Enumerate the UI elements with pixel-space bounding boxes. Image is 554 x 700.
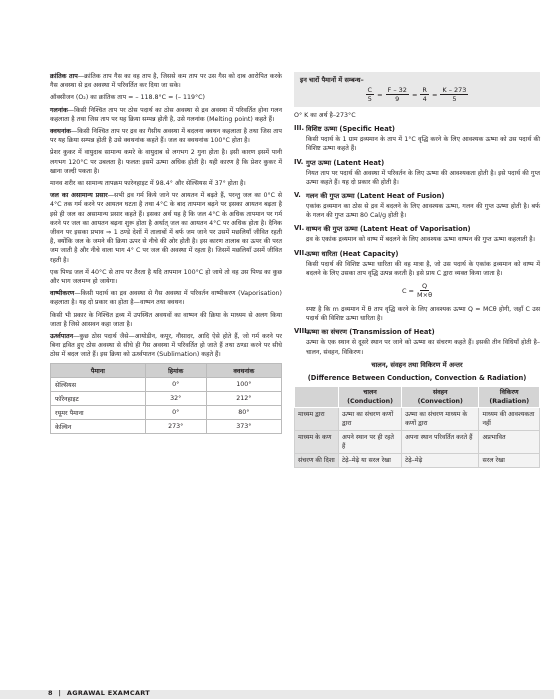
table-header-cell <box>402 386 479 407</box>
heat-capacity-formula <box>294 282 540 299</box>
table-header-cell <box>479 386 540 407</box>
table-cell: माध्यम की आवश्यकता नहीं <box>479 407 540 430</box>
section-heading <box>294 124 540 133</box>
page-number: 8 <box>48 689 53 697</box>
melting-point-text: —किसी निश्चित ताप पर ठोस पदार्थ का ठोस अवस्था से द्रव अवस्था में परिवर्तित होना गलन कहलाता है तथा जिस ताप पर यह क्रिया सम्पन्न होती है, उसे गलनांक (Melting point) कहते हैं। <box>50 106 282 123</box>
critical-temp-term: क्रांतिक ताप <box>50 73 78 80</box>
section-number: IV. <box>294 157 304 166</box>
table-cell: 0° <box>145 405 206 419</box>
vaporisation-term: वाष्पीकरण <box>50 290 75 298</box>
sublimation-paragraph <box>50 332 282 360</box>
section-title: ऊष्मा धारिता (Heat Capacity) <box>306 249 399 258</box>
equals-sign: = <box>377 90 383 99</box>
header-english: (Convection) <box>417 397 463 405</box>
table-cell: ऊष्मा का संचरण कणों द्वारा <box>339 407 402 430</box>
latent-heat-vaporisation-text: द्रव के एकांक द्रव्यमान को वाष्प में बदलने के लिए आवश्यक ऊष्मा वाष्पन की गुप्त ऊष्मा कहलाती है। <box>306 236 535 244</box>
header-hindi: संवहन <box>432 388 448 396</box>
heat-capacity-text: किसी पदार्थ की विशिष्ट ऊष्मा धारिता की वह मात्रा है, जो उस पदार्थ के एकांक द्रव्यमान को वाष्प में बदलने के लिए उसका ताप वृद्धि उत्पन्न करती है। इसे प्राय C द्वारा व्यक्त किया जाता है। <box>306 260 540 277</box>
header-hindi: चालन <box>363 388 377 396</box>
heat-capacity-explanation: स्पष्ट है कि m द्रव्यमान में θ ताप वृद्धि करने के लिए आवश्यक ऊष्मा Q = MCθ होगी, जहाँ C उस पदार्थ की विशिष्ट ऊष्मा धारिता है। <box>306 306 540 323</box>
section-number: VIII. <box>294 327 310 336</box>
table-cell: अपना स्थान परिवर्तित करते हैं <box>402 430 479 453</box>
numerator: C <box>367 86 373 94</box>
section-heading <box>294 249 540 258</box>
formula-lhs: C = <box>401 286 415 295</box>
table-cell: सरल रेखा <box>479 453 540 467</box>
latent-heat-text: नियत ताप पर पदार्थ की अवस्था में परिवर्तन के लिए ऊष्मा की आवश्यकता होती है। इसे पदार्थ की गुप्त ऊष्मा कहते हैं। यह दो प्रकार की होती है। <box>306 169 540 186</box>
table-row <box>295 453 540 467</box>
vaporisation-text: —किसी पदार्थ का द्रव अवस्था से गैस अवस्था में परिवर्तन वाष्पीकरण (Vaporisation) कहलाता है। यह दो प्रकार का होता है—वाष्पन तथा क्वथन। <box>50 290 282 307</box>
sublimation-term: ऊर्ध्वपातन <box>50 333 74 341</box>
fraction <box>420 86 429 103</box>
section-heading <box>294 191 540 200</box>
section-title: गलन की गुप्त ऊष्मा (Latent Heat of Fusion) <box>306 192 445 201</box>
row-label: माध्यम द्वारा <box>295 407 339 430</box>
table-header-row <box>51 363 282 377</box>
header-english: (Radiation) <box>489 397 530 405</box>
table-cell: 100° <box>206 377 281 391</box>
section-heading <box>294 224 540 233</box>
header-english: (Conduction) <box>347 397 393 405</box>
oxygen-critical-temp: ऑक्सीजन (O₂) का क्रांतिक ताप = – 118.8°C = (– 119°C) <box>50 94 205 102</box>
footer-text <box>48 689 150 697</box>
section-number: VI. <box>294 224 305 233</box>
row-label: संचरण की दिशा <box>295 453 339 467</box>
kelvin-note: O° K का अर्थ है–273°C <box>294 112 356 119</box>
denominator: 4 <box>422 95 427 103</box>
table-cell: 373° <box>206 419 281 433</box>
left-column <box>50 72 282 434</box>
table-cell: टेढ़े–मेढ़े <box>402 453 479 467</box>
comparison-table-title: चालन, संवहन तथा विकिरण में अन्तर <box>371 360 463 369</box>
distillation-paragraph: किसी भी प्रकार के निश्चित द्रव्य में उपस्थित अवयवों का वाष्पन की क्रिया के माध्यम से अलग किया जाता है जिसे आसवन कहा जाता है। <box>50 311 282 328</box>
table-cell: फॉरेनहाइट <box>51 391 146 405</box>
temperature-scales-table <box>50 363 282 434</box>
table-cell: 0° <box>145 377 206 391</box>
floating-body-paragraph: एक पिण्ड जल में 40°C से ताप पर तैरता है यदि तापमान 100°C हो जाये तो वह उस पिण्ड का कुछ और भाग जलमग्न हो जायेगा। <box>50 268 282 286</box>
table-row <box>51 419 282 433</box>
comparison-table-subtitle: (Difference Between Conduction, Convection & Radiation) <box>307 373 527 382</box>
numerator: K – 273 <box>442 86 467 94</box>
body-temp-paragraph: मानव शरीर का सामान्य तापक्रम फारेनहाइट में 98.4° और सेल्सियस में 37° होता है। <box>50 180 246 188</box>
section-title: गुप्त ऊष्मा (Latent Heat) <box>306 158 385 167</box>
boiling-point-paragraph <box>50 127 282 145</box>
table-header-cell: हिमांक <box>145 363 206 377</box>
anomalous-expansion-term: जल का असामान्य प्रसार <box>50 192 108 200</box>
denominator: 5 <box>452 95 457 103</box>
section-number: VII. <box>294 248 307 257</box>
denominator: 5 <box>367 95 372 103</box>
table-cell: ऊष्मा का संचरण माध्यम के कणों द्वारा <box>402 407 479 430</box>
section-title: ऊष्मा का संचरण (Transmission of Heat) <box>306 328 435 337</box>
specific-heat-text: किसी पदार्थ के 1 ग्राम द्रव्यमान के ताप में 1°C वृद्धि करने के लिए आवश्यक ऊष्मा को उस पदार्थ की विशिष्ट ऊष्मा कहते हैं। <box>306 136 540 153</box>
heat-transmission-text: ऊष्मा के एक स्थान से दूसरे स्थान पर जाने को ऊष्मा का संचरण कहते हैं। इसकी तीन विधियाँ होती है–चालन, संवहन, विकिरण। <box>306 339 540 356</box>
pressure-cooker-paragraph: प्रेशर कुकर में वायुदाब सामान्य कमरे के वायुदाब से लगभग 2 गुना होता है। इसी कारण इसमें पानी लगभग 120°C पर उबलता है। फलतः इसमें ऊष्मा अधिक होती है। यही कारण है कि प्रेशर कुकर में खाना जल्दी पकता है। <box>50 149 282 175</box>
critical-temp-paragraph <box>50 72 282 90</box>
section-title: विशिष्ट ऊष्मा (Specific Heat) <box>306 125 395 134</box>
boiling-point-text: —किसी निश्चित ताप पर द्रव का गैसीय अवस्था में बदलना क्वथन कहलाता है तथा जिस ताप पर यह क्रिया सम्पन्न होती है उसे क्वथनांक कहते हैं। जल का क्वथनांक 100°C होता है। <box>50 128 282 145</box>
vaporisation-paragraph <box>50 289 282 307</box>
scale-relation-formula <box>300 86 534 103</box>
table-cell: केल्विन <box>51 419 146 433</box>
table-cell: 80° <box>206 405 281 419</box>
section-heading <box>294 158 540 167</box>
melting-point-paragraph <box>50 106 282 124</box>
table-header-cell: क्वथनांक <box>206 363 281 377</box>
table-cell: 212° <box>206 391 281 405</box>
page-footer <box>0 686 554 700</box>
section-title: वाष्पन की गुप्त ऊष्मा (Latent Heat of Vaporisation) <box>306 225 471 234</box>
heat-transfer-comparison-table <box>294 386 540 468</box>
fraction <box>366 86 375 103</box>
denominator: 9 <box>395 95 400 103</box>
anomalous-expansion-paragraph <box>50 191 282 265</box>
table-cell: सेल्सियस <box>51 377 146 391</box>
section-number: V. <box>294 191 301 200</box>
table-cell: 273° <box>145 419 206 433</box>
table-row <box>51 405 282 419</box>
table-header-row <box>295 386 540 407</box>
table-header-cell <box>295 386 339 407</box>
table-row <box>51 391 282 405</box>
table-cell: अपने स्थान पर ही रहते हैं <box>339 430 402 453</box>
numerator: R <box>422 86 427 94</box>
fraction <box>417 282 432 299</box>
row-label: माध्यम के कण <box>295 430 339 453</box>
scale-relation-box <box>294 72 540 107</box>
critical-temp-text: —क्रांतिक ताप गैस का वह ताप है, जिससे कम ताप पर उस गैस को दाब आरोपित करके गैस अवस्था से द्रव अवस्था में परिवर्तित कर दिया जा सके। <box>50 73 283 90</box>
section-heading <box>294 327 540 336</box>
equals-sign: = <box>431 90 438 99</box>
denominator: M×θ <box>417 291 433 300</box>
scale-relation-title: इन चारों पैमानों में सम्बन्ध– <box>300 76 364 84</box>
fraction <box>440 86 468 103</box>
numerator: Q <box>421 282 428 291</box>
footer-separator: | <box>58 689 61 697</box>
table-row <box>295 407 540 430</box>
fraction <box>386 86 409 103</box>
equals-sign: = <box>411 90 418 99</box>
anomalous-expansion-text: —सभी द्रव गर्म किये जाने पर आयतन में बढ़ते हैं, परन्तु जल का 0°C से 4°C तक गर्म करने पर आयतन घटता है तथा 4°C के बाद तापमान बढ़ने पर इसका आयतन बढ़ता है इसे ही जल का असामान्य प्रसार कहते हैं। इसका अर्थ यह है कि जल 4°C के अधिक तापमान पर गर्म करने पर जल का आयतन बढ़ना शुरू होता है अर्थात् जल का आयतन 4°C पर अधिक होता है। दैनिक जीवन पर इसका प्रभाव ⇒ 1 ठण्डे देशों में तालाबों में बर्फ जम जाने पर उसमें मछलियाँ जीवित रहती है, क्योंकि जल के जमने की क्रिया ऊपर से नीचे की ओर होती है। इस कारण तालाब का ऊपर की परत जम जाती है और नीचे वाला भाग 4° C पर जल की अवस्था में रहता है। जिसमें मछलियाँ उसमें जीवित रहती है। <box>50 192 282 264</box>
table-cell: अप्रभावित <box>479 430 540 453</box>
table-cell: टेढ़े–मेढ़े या सरल रेखा <box>339 453 402 467</box>
publisher-brand: AGRAWAL EXAMCART <box>66 689 151 697</box>
section-number: III. <box>294 124 305 133</box>
table-row <box>295 430 540 453</box>
table-row <box>51 377 282 391</box>
sublimation-text: —कुछ ठोस पदार्थ जैसे—आयोडीन, कपूर, नौसादर, आदि ऐसे होते हैं, जो गर्म करने पर बिना द्रवित हुए ठोस अवस्था से सीधे ही गैस अवस्था में परिवर्तित हो जाते हैं तथा ठण्डा करने पर सीधे ठोस में बदल जाते हैं। इस क्रिया को ऊर्ध्वपातन (Sublimation) कहते हैं। <box>50 333 282 359</box>
table-header-cell: पैमाना <box>51 363 146 377</box>
table-cell: रयूमर पैमाना <box>51 405 146 419</box>
table-header-cell <box>339 386 402 407</box>
latent-heat-fusion-text: एकांक द्रव्यमान का ठोस से द्रव में बदलने के लिए आवश्यक ऊष्मा, गलन की गुप्त ऊष्मा होती है। बर्फ के गलन की गुप्त ऊष्मा 80 Cal/g होती है। <box>306 203 540 220</box>
boiling-point-term: क्वथनांक <box>50 128 71 136</box>
right-column <box>294 72 540 468</box>
numerator: F – 32 <box>387 86 407 94</box>
table-cell: 32° <box>145 391 206 405</box>
header-hindi: विकिरण <box>499 388 519 396</box>
melting-point-term: गलनांक <box>50 106 68 114</box>
